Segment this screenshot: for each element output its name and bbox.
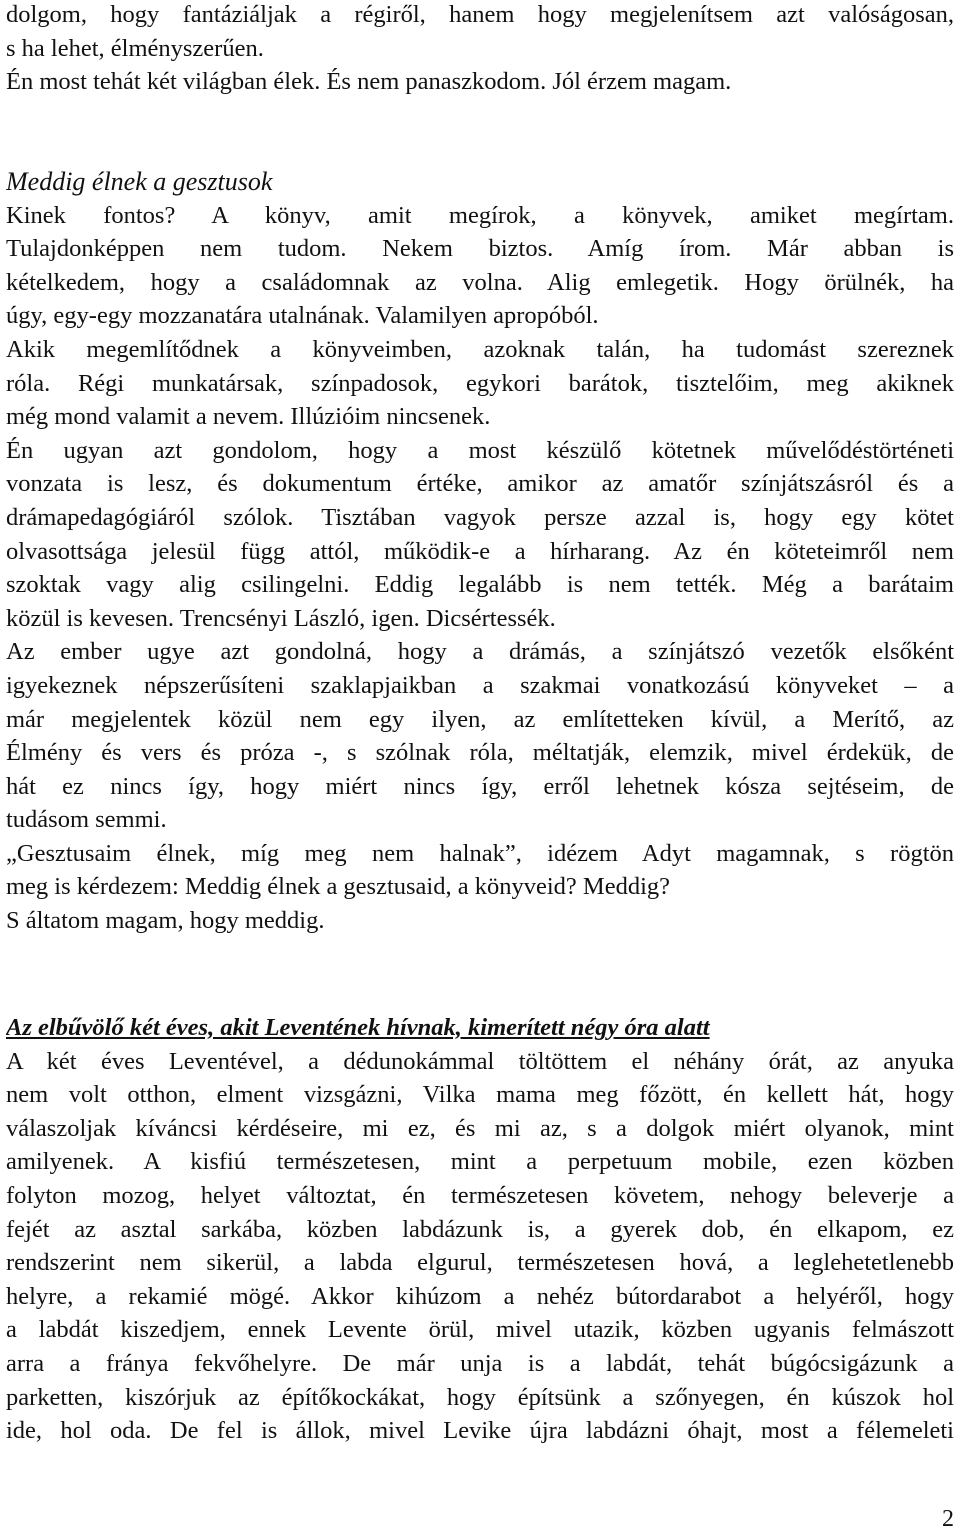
text-line: kételkedem, hogy a családomnak az volna. Alig emlegetik. Hogy örülnék, ha [6,268,954,296]
text-line: vonzata is lesz, és dokumentum értéke, amikor az amatőr színjátszásról és a [6,470,954,498]
text-line: közül is kevesen. Trencsényi László, igen. Dicsértessék. [6,604,556,632]
text-line: meg is kérdezem: Meddig élnek a gesztusaid, a könyveid? Meddig? [6,873,671,901]
text-line: igyekeznek népszerűsíteni szaklapjaikban a szakmai vonatkozású könyveket – a [6,671,954,699]
intro-paragraph [6,0,954,99]
text-line: ide, hol oda. De fel is állok, mivel Levike újra labdázni óhajt, most a félemeleti [6,1417,954,1445]
text-line: Kinek fontos? A könyv, amit megírok, a könyvek, amiket megírtam. [6,201,954,229]
section-levente [6,1011,954,1448]
text-line: Élmény és vers és próza -, s szólnak róla, méltatják, elemzik, mivel érdekük, de [6,739,954,767]
text-line: úgy, egy-egy mozzanatára utalnának. Valamilyen apropóból. [6,302,599,330]
text-line: drámapedagógiáról szólok. Tisztában vagyok persze azzal is, hogy egy kötet [6,503,954,531]
text-line: hát ez nincs így, hogy miért nincs így, erről lehetnek kósza sejtéseim, de [6,772,954,800]
text-line: Akik megemlítődnek a könyveimben, azoknak talán, ha tudomást szereznek [6,335,954,363]
text-line: róla. Régi munkatársak, színpadosok, egykori barátok, tisztelőim, meg akiknek [6,369,954,397]
text-line: szoktak vagy alig csilingelni. Eddig legalább is nem tették. Még a barátaim [6,571,954,599]
text-line: folyton mozog, helyet változtat, én természetesen követem, nehogy beleverje a [6,1181,954,1209]
text-line: válaszoljak kíváncsi kérdéseire, mi ez, és mi az, s a dolgok miért olyanok, mint [6,1114,954,1142]
text-line: olvasottsága jelesül függ attól, működik-e a hírharang. Az én köteteimről nem [6,537,954,565]
text-line: már megjelentek közül nem egy ilyen, az említetteken kívül, a Merítő, az [6,705,954,733]
text-line: parketten, kiszórjuk az építőkockákat, hogy építsünk a szőnyegen, én kúszok hol [6,1383,954,1411]
text-line: arra a fránya fekvőhelyre. De már unja is a labdát, tehát búgócsigázunk a [6,1349,954,1377]
text-line: még mond valamit a nevem. Illúzióim nincsenek. [6,403,491,431]
text-line: Tulajdonképpen nem tudom. Nekem biztos. Amíg írom. Már abban is [6,235,954,263]
text-line: fejét az asztal sarkába, közben labdázunk is, a gyerek dob, én elkapom, ez [6,1215,954,1243]
text-line: nem volt otthon, elment vizsgázni, Vilka mama meg főzött, én kellett hát, hogy [6,1081,954,1109]
section-meddig [6,165,954,938]
text-line: s ha lehet, élményszerűen. [6,34,264,62]
text-line: dolgom, hogy fantáziáljak a régiről, hanem hogy megjelenítsem azt valóságosan, [6,1,954,28]
text-line: S áltatom magam, hogy meddig. [6,907,325,935]
section-heading: Az elbűvölő két éves, akit Leventének hívnak, kimerített négy óra alatt [6,1014,710,1041]
text-line: helyre, a rekamié mögé. Akkor kihúzom a nehéz bútordarabot a helyéről, hogy [6,1282,954,1310]
text-line: Az ember ugye azt gondolná, hogy a drámás, a színjátszó vezetők elsőként [6,638,954,666]
text-line: Én ugyan azt gondolom, hogy a most készülő kötetnek művelődéstörténeti [6,436,954,464]
text-line: a labdát kiszedjem, ennek Levente örül, mivel utazik, közben ugyanis felmászott [6,1316,954,1344]
text-line: A két éves Leventével, a dédunokámmal töltöttem el néhány órát, az anyuka [6,1047,954,1075]
text-line: tudásom semmi. [6,806,167,834]
text-line: amilyenek. A kisfiú természetesen, mint a perpetuum mobile, ezen közben [6,1148,954,1176]
text-line: „Gesztusaim élnek, míg meg nem halnak”, idézem Adyt magamnak, s rögtön [6,839,954,867]
text-line: rendszerint nem sikerül, a labda elgurul, természetesen hová, a leglehetetlenebb [6,1249,954,1277]
page-number: 2 [942,1506,954,1532]
text-line: Én most tehát két világban élek. És nem panaszkodom. Jól érzem magam. [6,68,732,96]
section-heading: Meddig élnek a gesztusok [6,167,273,196]
